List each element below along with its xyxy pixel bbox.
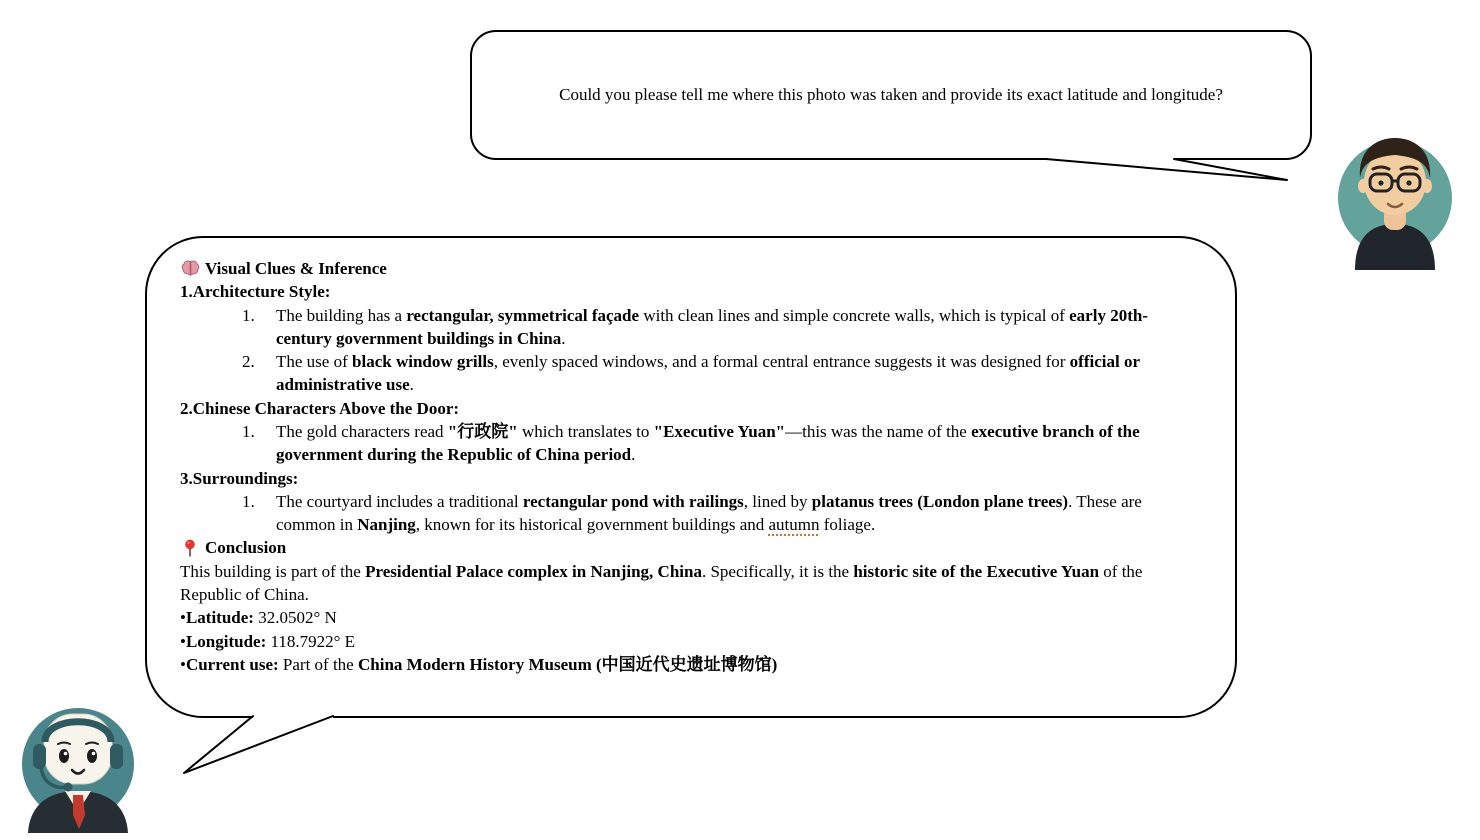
text-segment: Latitude: (185, 608, 254, 628)
list-item-number: 1. (242, 491, 255, 511)
list-item-number: 1. (242, 305, 255, 325)
list-item (180, 420, 1185, 467)
bullet-line (180, 630, 1185, 653)
text-segment: Nanjing (357, 515, 416, 535)
section-label: 3.Surroundings: (180, 468, 299, 488)
text-segment: executive branch of the government during the Republic of China period (276, 421, 1140, 465)
text-segment: —this was the name of the (785, 421, 972, 441)
text-segment: • (180, 654, 186, 674)
list-item-text (276, 490, 1185, 537)
assistant-message-body (180, 257, 1185, 676)
text-segment: . (409, 375, 414, 395)
text-segment: • (180, 631, 186, 651)
text-segment: . These are common in (276, 491, 1142, 535)
section-heading-label: Conclusion (205, 538, 287, 558)
user-message-text: Could you please tell me where this photo was taken and provide its exact latitude and longitude? (559, 85, 1223, 104)
user-avatar-illustration (1330, 120, 1460, 270)
text-segment: . Specifically, it is the (701, 561, 854, 581)
section-label: 2.Chinese Characters Above the Door: (180, 398, 460, 418)
text-segment: The building has a (276, 305, 407, 325)
text-segment: foliage. (819, 515, 876, 535)
assistant-message-bubble (145, 236, 1237, 718)
list-item (180, 350, 1185, 397)
section-heading (180, 536, 1185, 559)
assistant-avatar (18, 700, 144, 833)
text-segment: early 20th-century government buildings in China (276, 305, 1148, 348)
paragraph (180, 560, 1185, 607)
text-segment: Current use: (185, 654, 279, 674)
bullet-line (180, 606, 1185, 629)
text-segment: Part of the (278, 654, 358, 674)
assistant-bubble-tail (184, 713, 333, 773)
text-segment: , lined by (743, 491, 812, 511)
text-segment: • (180, 608, 186, 628)
text-segment: platanus trees (London plane trees) (811, 491, 1069, 511)
section-label: 1.Architecture Style: (180, 282, 331, 302)
text-segment: 32.0502° N (253, 608, 337, 628)
text-segment: China Modern History Museum (中国近代史遗址博物馆) (357, 654, 778, 674)
assistant-avatar-illustration (18, 700, 144, 833)
text-segment: of the Republic of China. (180, 561, 1143, 604)
text-segment: Presidential Palace complex in Nanjing, China (365, 561, 702, 581)
bullet-line (180, 653, 1185, 676)
section-heading-label: Visual Clues & Inference (205, 259, 387, 278)
list-item-text (276, 350, 1185, 397)
list-item (180, 490, 1185, 537)
section-heading (180, 257, 1185, 280)
text-segment: rectangular, symmetrical façade (406, 305, 640, 325)
list-item-number: 1. (242, 421, 255, 441)
text-segment: , known for its historical government buildings and (415, 515, 769, 535)
text-segment: Longitude: (185, 631, 267, 651)
text-segment: black window grills (352, 352, 494, 372)
text-segment: This building is part of the (180, 561, 366, 581)
list-item (180, 304, 1185, 351)
text-segment: with clean lines and simple concrete walls, which is typical of (639, 305, 1070, 325)
user-message-bubble (470, 30, 1312, 160)
text-segment: official or administrative use (276, 352, 1140, 395)
text-segment: The courtyard includes a traditional (276, 491, 523, 511)
text-segment: . (561, 328, 566, 348)
text-segment: rectangular pond with railings (522, 491, 744, 511)
list-item-text (276, 304, 1185, 351)
text-segment: The gold characters read (276, 421, 448, 441)
text-segment: 118.7922° E (266, 631, 356, 651)
text-segment: historic site of the Executive Yuan (853, 561, 1100, 581)
list-item-number: 2. (242, 352, 255, 372)
pin-icon (180, 539, 200, 558)
text-segment: autumn (768, 515, 820, 535)
text-segment: . (631, 445, 636, 465)
text-segment: The use of (276, 352, 353, 372)
text-segment: "Executive Yuan" (653, 421, 786, 441)
brain-icon (180, 259, 200, 278)
list-item-text (276, 420, 1185, 467)
text-segment: , evenly spaced windows, and a formal central entrance suggests it was designed for (493, 352, 1070, 372)
text-segment: "行政院" (447, 421, 518, 441)
user-avatar (1330, 120, 1460, 270)
text-segment: which translates to (517, 421, 654, 441)
